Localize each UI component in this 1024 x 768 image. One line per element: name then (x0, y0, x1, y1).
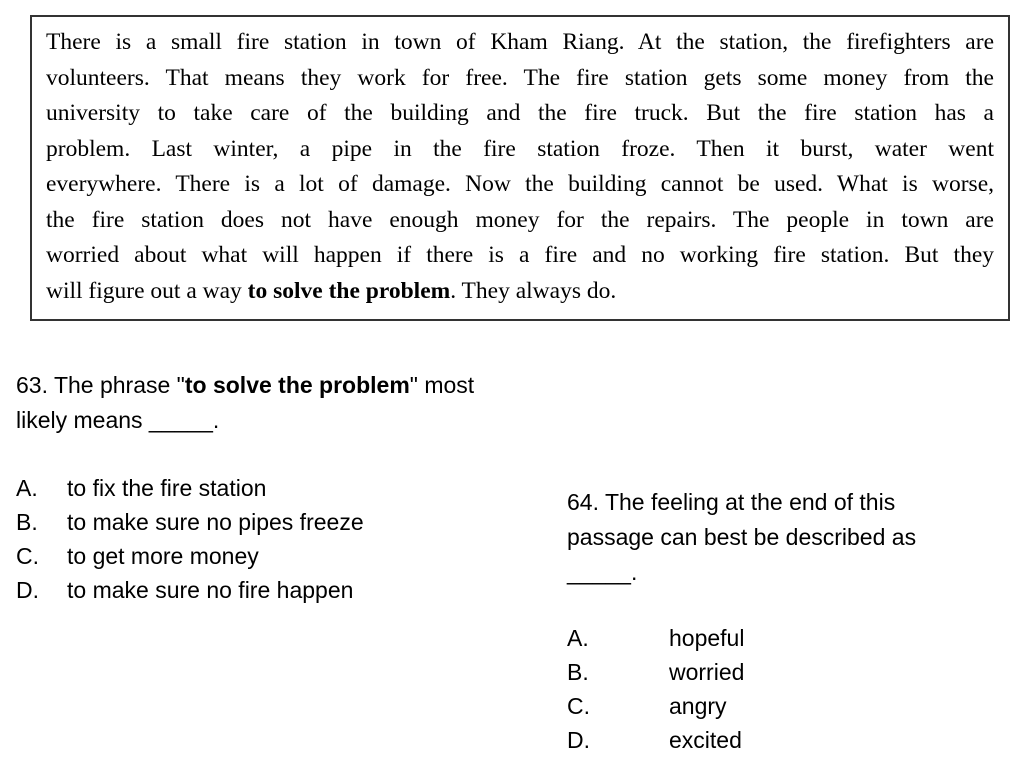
q63-option-c-letter: C. (16, 543, 39, 569)
q63-option-b-text: to make sure no pipes freeze (67, 509, 364, 535)
q63-prompt-line2: likely means _____. (16, 407, 220, 433)
passage-line: There is a small fire station in town of Kham Riang. At the station, the firefighters are (46, 29, 994, 55)
passage-line: everywhere. There is a lot of damage. Now the building cannot be used. What is worse, (46, 171, 994, 197)
q63-option-d-text: to make sure no fire happen (67, 577, 354, 603)
q64-option-a-letter: A. (567, 625, 589, 651)
q64-prompt-line2: passage can best be described as (567, 524, 917, 550)
passage-box (30, 15, 1010, 321)
q64-prompt-line1: 64. The feeling at the end of this (567, 489, 896, 515)
q64-option-d-text: excited (669, 727, 742, 753)
q64-option-c-text: angry (669, 693, 727, 719)
passage-bold-phrase: to solve the problem (247, 277, 451, 304)
q63-option-b-letter: B. (16, 509, 38, 535)
q64-option-b-letter: B. (567, 659, 589, 685)
passage-line: university to take care of the building and the fire truck. But the fire station has a (46, 100, 994, 126)
passage-line: problem. Last winter, a pipe in the fire station froze. Then it burst, water went (46, 135, 994, 162)
q63-option-a-text: to fix the fire station (67, 475, 267, 501)
passage-line: the fire station does not have enough money for the repairs. The people in town are (46, 206, 994, 233)
q63-prefix: 63. The phrase " (16, 372, 185, 398)
q64-option-c-letter: C. (567, 693, 590, 719)
passage-line: volunteers. That means they work for free. The fire station gets some money from the (46, 64, 994, 91)
q63-bold-phrase: to solve the problem (184, 372, 410, 398)
passage-last-line-end: . They always do. (450, 277, 617, 304)
q63-suffix: " most (409, 372, 475, 398)
q63-prompt-line1 (16, 368, 474, 402)
passage-last-line (46, 276, 994, 306)
q64-option-a-text: hopeful (669, 625, 745, 651)
passage-last-line-start: will figure out a way (46, 277, 248, 304)
q63-option-d-letter: D. (16, 577, 39, 603)
q64-prompt-line3: _____. (567, 559, 638, 585)
q63-option-c-text: to get more money (67, 543, 259, 569)
q64-option-d-letter: D. (567, 727, 590, 753)
passage-line: worried about what will happen if there is a fire and no working fire station. But they (46, 242, 994, 268)
q63-option-a-letter: A. (16, 475, 38, 501)
q64-option-b-text: worried (669, 659, 745, 685)
